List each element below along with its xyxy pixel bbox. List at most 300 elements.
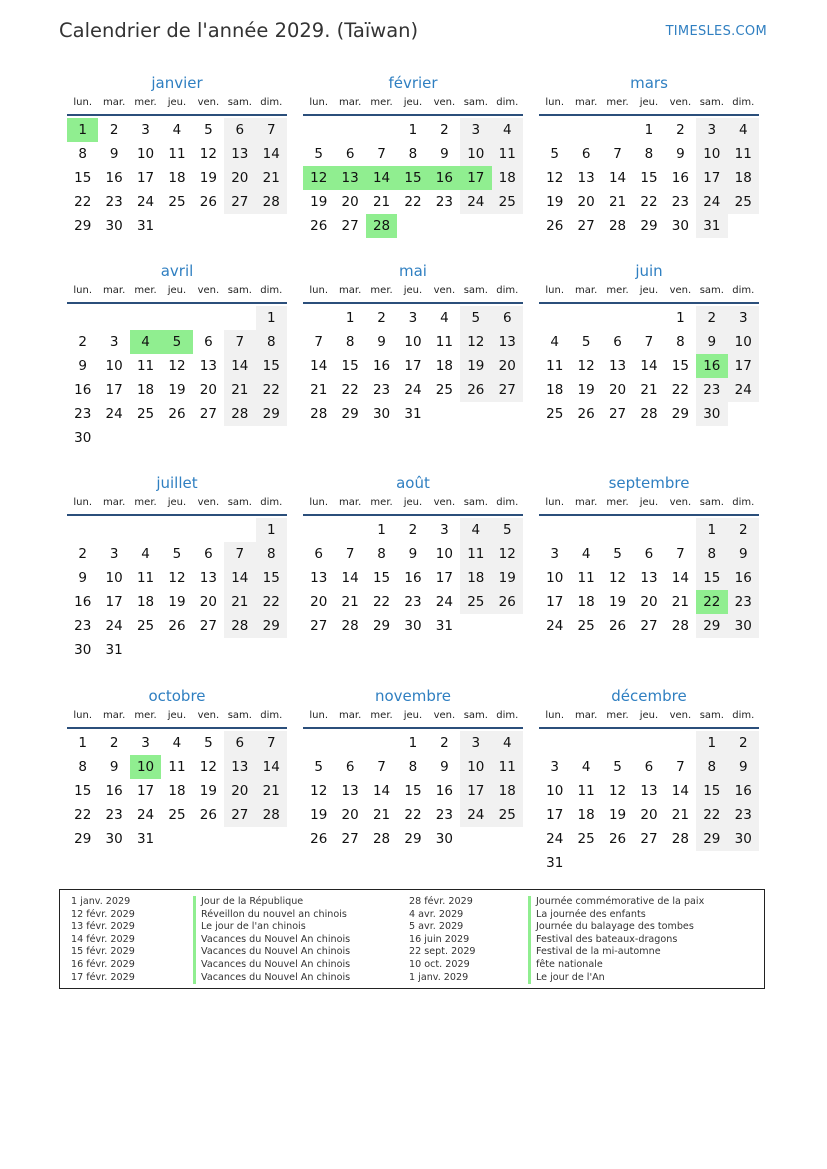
month-novembre: [303, 685, 523, 851]
day-cell: 8: [256, 330, 287, 354]
weekday-label: sam.: [463, 97, 488, 108]
weekday-label: mar.: [575, 97, 598, 108]
day-cell: 23: [105, 194, 123, 210]
legend-names-right: [528, 896, 704, 984]
day-cell: 27: [640, 618, 658, 634]
weekday-label: jeu.: [639, 285, 659, 296]
day-cell: 19: [577, 382, 595, 398]
day-cell: 18: [492, 166, 523, 190]
day-cell: 4: [440, 310, 449, 326]
site-link[interactable]: TIMESLES.COM: [665, 24, 767, 39]
day-cell: 1: [256, 518, 287, 542]
day-cell: 26: [168, 618, 186, 634]
weekday-label: mar.: [339, 497, 362, 508]
day-cell: 16: [74, 382, 92, 398]
day-cell: 13: [492, 330, 523, 354]
month-mai: [303, 260, 523, 426]
weekday-label: lun.: [73, 97, 93, 108]
day-cell: 11: [546, 358, 564, 374]
day-cell: 12: [460, 330, 491, 354]
day-cell: 30: [728, 614, 759, 638]
day-cell: 28: [640, 406, 658, 422]
day-cell: 30: [105, 831, 123, 847]
day-cell: 25: [492, 190, 523, 214]
empty-cell: [602, 306, 633, 330]
legend-holiday-name: Jour de la République: [193, 896, 350, 909]
day-cell: 25: [460, 590, 491, 614]
day-cell: 20: [640, 594, 658, 610]
weekday-label: sam.: [699, 710, 724, 721]
day-cell: 5: [314, 146, 323, 162]
weekday-label: mer.: [134, 285, 157, 296]
day-cell: 8: [408, 759, 418, 775]
day-cell: 16: [671, 170, 689, 186]
weekday-label: dim.: [260, 497, 283, 508]
month-juillet: [67, 472, 287, 662]
day-cell: 25: [577, 618, 595, 634]
weekday-label: lun.: [309, 285, 329, 296]
day-cell: 23: [404, 594, 422, 610]
weekday-label: mer.: [606, 97, 629, 108]
weekday-label: ven.: [669, 97, 692, 108]
day-cell: 27: [577, 218, 595, 234]
day-cell: 8: [696, 542, 727, 566]
month-name: octobre: [148, 687, 206, 705]
weekday-label: sam.: [463, 285, 488, 296]
day-cell: 20: [608, 382, 627, 398]
day-cell: 27: [224, 803, 255, 827]
day-cell: 17: [136, 170, 155, 186]
day-cell: 21: [671, 594, 689, 610]
day-cell: 22: [341, 382, 359, 398]
weekday-label: dim.: [260, 97, 283, 108]
day-cell: 9: [109, 759, 119, 775]
empty-cell: [665, 731, 696, 755]
day-cell: 17: [435, 570, 453, 586]
day-grid: [539, 518, 759, 638]
day-cell: 16: [728, 566, 759, 590]
holiday-day: 22: [696, 590, 727, 614]
empty-cell: [334, 518, 365, 542]
empty-cell: [633, 518, 664, 542]
month-mars: [539, 72, 759, 238]
day-cell: 28: [224, 402, 255, 426]
day-cell: 16: [74, 594, 92, 610]
empty-cell: [539, 118, 570, 142]
weekday-label: sam.: [227, 710, 252, 721]
day-cell: 27: [224, 190, 255, 214]
day-cell: 1: [696, 731, 727, 755]
day-cell: 10: [105, 358, 123, 374]
day-cell: 31: [435, 618, 453, 634]
day-cell: 10: [546, 570, 564, 586]
day-cell: 29: [404, 831, 422, 847]
legend-date: 10 oct. 2029: [409, 958, 470, 970]
day-cell: 23: [372, 382, 391, 398]
day-cell: 7: [314, 334, 323, 350]
day-cell: 26: [608, 831, 627, 847]
day-cell: 4: [172, 122, 182, 138]
weekday-label: jeu.: [639, 497, 659, 508]
day-cell: 18: [168, 783, 186, 799]
day-cell: 14: [224, 566, 255, 590]
empty-cell: [366, 731, 397, 755]
day-cell: 14: [671, 783, 689, 799]
month-octobre: [67, 685, 287, 851]
legend-names-left: [193, 896, 350, 984]
day-cell: 20: [577, 194, 595, 210]
day-cell: 19: [199, 783, 217, 799]
day-cell: 7: [613, 146, 622, 162]
empty-cell: [130, 306, 161, 330]
day-cell: 9: [440, 759, 449, 775]
weekday-label: mar.: [339, 710, 362, 721]
weekday-label: dim.: [732, 285, 755, 296]
weekday-label: mer.: [606, 285, 629, 296]
day-cell: 28: [372, 831, 391, 847]
day-cell: 18: [460, 566, 491, 590]
day-grid: [539, 118, 759, 238]
day-cell: 17: [105, 382, 123, 398]
day-cell: 11: [577, 783, 595, 799]
weekday-label: jeu.: [403, 285, 423, 296]
weekday-header: [539, 282, 759, 304]
day-cell: 24: [546, 831, 564, 847]
weekday-label: lun.: [545, 97, 565, 108]
day-cell: 25: [435, 382, 453, 398]
day-cell: 3: [141, 122, 150, 138]
day-cell: 15: [640, 170, 658, 186]
day-cell: 15: [74, 170, 92, 186]
day-cell: 30: [728, 827, 759, 851]
day-cell: 23: [105, 807, 123, 823]
empty-cell: [602, 118, 633, 142]
day-cell: 4: [492, 731, 523, 755]
day-cell: 30: [671, 218, 689, 234]
empty-cell: [303, 731, 334, 755]
day-cell: 23: [728, 803, 759, 827]
empty-cell: [98, 306, 129, 330]
legend-date: 4 avr. 2029: [409, 908, 464, 920]
day-cell: 30: [696, 402, 727, 426]
day-cell: 3: [460, 731, 491, 755]
empty-cell: [539, 306, 570, 330]
legend-date: 13 févr. 2029: [71, 921, 135, 933]
empty-cell: [602, 518, 633, 542]
day-cell: 9: [728, 755, 759, 779]
day-cell: 28: [224, 614, 255, 638]
weekday-header: [303, 94, 523, 116]
weekday-label: lun.: [309, 497, 329, 508]
weekday-label: lun.: [309, 710, 329, 721]
day-cell: 4: [728, 118, 759, 142]
day-cell: 16: [728, 779, 759, 803]
weekday-label: dim.: [496, 97, 519, 108]
holiday-day: 1: [67, 118, 98, 142]
month-name: février: [388, 74, 438, 92]
day-cell: 21: [310, 382, 328, 398]
day-cell: 19: [492, 566, 523, 590]
day-cell: 15: [671, 358, 689, 374]
day-cell: 2: [377, 310, 386, 326]
day-cell: 19: [608, 807, 627, 823]
day-cell: 23: [435, 194, 453, 210]
day-cell: 28: [256, 803, 287, 827]
day-cell: 8: [696, 755, 727, 779]
day-cell: 10: [728, 330, 759, 354]
day-cell: 21: [372, 194, 391, 210]
day-cell: 16: [404, 570, 422, 586]
day-cell: 5: [460, 306, 491, 330]
day-cell: 4: [460, 518, 491, 542]
day-cell: 20: [224, 779, 255, 803]
weekday-label: sam.: [699, 97, 724, 108]
weekday-label: ven.: [669, 710, 692, 721]
day-cell: 5: [581, 334, 591, 350]
page-title: Calendrier de l'année 2029. (Taïwan): [59, 19, 419, 42]
day-cell: 21: [256, 779, 287, 803]
weekday-header: [303, 707, 523, 729]
day-cell: 4: [172, 735, 182, 751]
day-cell: 6: [492, 306, 523, 330]
day-cell: 11: [435, 334, 453, 350]
day-cell: 22: [256, 378, 287, 402]
day-cell: 11: [168, 146, 186, 162]
day-cell: 31: [136, 831, 155, 847]
weekday-label: mar.: [103, 285, 126, 296]
day-cell: 17: [696, 166, 727, 190]
legend-holiday-name: Le jour de l'An: [528, 972, 704, 985]
day-cell: 4: [581, 546, 591, 562]
day-cell: 6: [644, 759, 654, 775]
day-cell: 7: [377, 146, 386, 162]
day-cell: 8: [676, 334, 685, 350]
weekday-label: dim.: [260, 285, 283, 296]
legend-date: 16 févr. 2029: [71, 958, 135, 970]
day-cell: 30: [372, 406, 391, 422]
day-cell: 22: [74, 194, 92, 210]
day-cell: 10: [435, 546, 453, 562]
day-cell: 1: [256, 306, 287, 330]
weekday-label: mar.: [103, 497, 126, 508]
day-cell: 10: [404, 334, 422, 350]
day-cell: 17: [728, 354, 759, 378]
weekday-label: mer.: [606, 497, 629, 508]
weekday-label: mar.: [575, 285, 598, 296]
day-cell: 10: [696, 142, 727, 166]
empty-cell: [570, 731, 601, 755]
day-cell: 1: [696, 518, 727, 542]
day-cell: 9: [78, 570, 87, 586]
legend-holiday-name: Festival des bateaux-dragons: [528, 934, 704, 947]
weekday-label: lun.: [309, 97, 329, 108]
day-cell: 29: [640, 218, 658, 234]
day-cell: 7: [345, 546, 355, 562]
legend-holiday-name: Festival de la mi-automne: [528, 946, 704, 959]
day-cell: 3: [141, 735, 150, 751]
empty-cell: [570, 518, 601, 542]
weekday-label: mer.: [134, 497, 157, 508]
weekday-label: mer.: [370, 497, 393, 508]
empty-cell: [193, 306, 224, 330]
weekday-label: mar.: [103, 710, 126, 721]
day-cell: 27: [341, 831, 359, 847]
legend-holiday-name: Vacances du Nouvel An chinois: [193, 934, 350, 947]
day-cell: 5: [550, 146, 559, 162]
day-cell: 21: [640, 382, 658, 398]
weekday-label: sam.: [463, 710, 488, 721]
day-cell: 6: [345, 759, 355, 775]
day-cell: 5: [613, 546, 622, 562]
day-cell: 8: [644, 146, 654, 162]
weekday-label: dim.: [732, 497, 755, 508]
day-cell: 4: [581, 759, 591, 775]
weekday-label: sam.: [227, 497, 252, 508]
day-grid: [303, 731, 523, 851]
empty-cell: [303, 306, 334, 330]
weekday-label: dim.: [732, 97, 755, 108]
day-grid: [67, 731, 287, 851]
day-cell: 11: [136, 358, 155, 374]
day-cell: 18: [492, 779, 523, 803]
weekday-label: ven.: [197, 710, 220, 721]
day-cell: 27: [492, 378, 523, 402]
day-cell: 22: [404, 194, 422, 210]
weekday-header: [67, 94, 287, 116]
weekday-label: dim.: [260, 710, 283, 721]
day-cell: 29: [696, 614, 727, 638]
day-cell: 27: [199, 406, 217, 422]
weekday-label: mer.: [134, 710, 157, 721]
weekday-label: mar.: [339, 285, 362, 296]
day-cell: 19: [310, 807, 328, 823]
day-cell: 29: [256, 614, 287, 638]
weekday-label: lun.: [73, 285, 93, 296]
day-cell: 20: [640, 807, 658, 823]
day-cell: 27: [310, 618, 328, 634]
weekday-label: ven.: [669, 285, 692, 296]
day-cell: 20: [224, 166, 255, 190]
legend-holiday-name: Vacances du Nouvel An chinois: [193, 972, 350, 985]
day-cell: 16: [435, 783, 453, 799]
empty-cell: [303, 118, 334, 142]
empty-cell: [570, 118, 601, 142]
weekday-label: mar.: [575, 710, 598, 721]
day-cell: 8: [377, 546, 386, 562]
legend-date: 16 juin 2029: [409, 933, 470, 945]
day-cell: 14: [640, 358, 658, 374]
day-cell: 15: [256, 566, 287, 590]
day-cell: 2: [676, 122, 685, 138]
day-cell: 12: [608, 783, 627, 799]
day-cell: 10: [460, 142, 491, 166]
day-cell: 5: [314, 759, 323, 775]
day-cell: 24: [546, 618, 564, 634]
day-cell: 22: [404, 807, 422, 823]
day-cell: 24: [404, 382, 422, 398]
empty-cell: [130, 518, 161, 542]
day-cell: 13: [640, 783, 658, 799]
day-cell: 26: [199, 807, 217, 823]
holiday-day: 4: [130, 330, 161, 354]
day-cell: 2: [440, 735, 449, 751]
legend-date: 14 févr. 2029: [71, 933, 135, 945]
day-cell: 26: [168, 406, 186, 422]
day-cell: 30: [404, 618, 422, 634]
month-janvier: [67, 72, 287, 238]
day-cell: 1: [377, 522, 386, 538]
month-name: décembre: [611, 687, 687, 705]
day-cell: 25: [168, 807, 186, 823]
day-cell: 21: [341, 594, 359, 610]
day-cell: 30: [74, 642, 92, 658]
weekday-label: dim.: [496, 710, 519, 721]
weekday-label: jeu.: [167, 97, 187, 108]
day-cell: 17: [404, 358, 422, 374]
weekday-label: mer.: [134, 97, 157, 108]
day-cell: 4: [492, 118, 523, 142]
day-cell: 3: [728, 306, 759, 330]
empty-cell: [570, 306, 601, 330]
month-name: juillet: [156, 474, 198, 492]
day-cell: 24: [460, 803, 491, 827]
day-cell: 29: [696, 827, 727, 851]
day-cell: 2: [78, 546, 87, 562]
day-cell: 18: [577, 807, 595, 823]
day-cell: 25: [577, 831, 595, 847]
day-cell: 11: [577, 570, 595, 586]
day-cell: 6: [224, 118, 255, 142]
weekday-label: ven.: [433, 497, 456, 508]
day-cell: 30: [74, 430, 92, 446]
day-cell: 14: [310, 358, 328, 374]
day-cell: 24: [105, 406, 123, 422]
legend-holiday-name: fête nationale: [528, 959, 704, 972]
day-cell: 6: [224, 731, 255, 755]
day-cell: 23: [435, 807, 453, 823]
day-grid: [303, 118, 523, 238]
weekday-header: [67, 707, 287, 729]
day-cell: 21: [256, 166, 287, 190]
day-cell: 30: [435, 831, 453, 847]
day-cell: 31: [404, 406, 422, 422]
legend-holiday-name: Le jour de l'an chinois: [193, 921, 350, 934]
empty-cell: [67, 518, 98, 542]
day-cell: 28: [608, 218, 627, 234]
day-cell: 7: [256, 731, 287, 755]
day-cell: 2: [78, 334, 87, 350]
day-cell: 6: [204, 546, 213, 562]
day-cell: 7: [224, 330, 255, 354]
day-cell: 23: [74, 618, 92, 634]
month-name: janvier: [151, 74, 203, 92]
day-cell: 19: [310, 194, 328, 210]
day-cell: 13: [199, 570, 217, 586]
weekday-label: mar.: [575, 497, 598, 508]
day-cell: 22: [372, 594, 391, 610]
weekday-header: [539, 494, 759, 516]
day-cell: 19: [199, 170, 217, 186]
day-cell: 15: [696, 779, 727, 803]
day-cell: 7: [644, 334, 654, 350]
day-cell: 17: [460, 779, 491, 803]
day-cell: 27: [640, 831, 658, 847]
weekday-label: jeu.: [167, 497, 187, 508]
day-cell: 1: [644, 122, 654, 138]
day-cell: 18: [136, 382, 155, 398]
day-cell: 26: [460, 378, 491, 402]
day-cell: 28: [671, 618, 689, 634]
